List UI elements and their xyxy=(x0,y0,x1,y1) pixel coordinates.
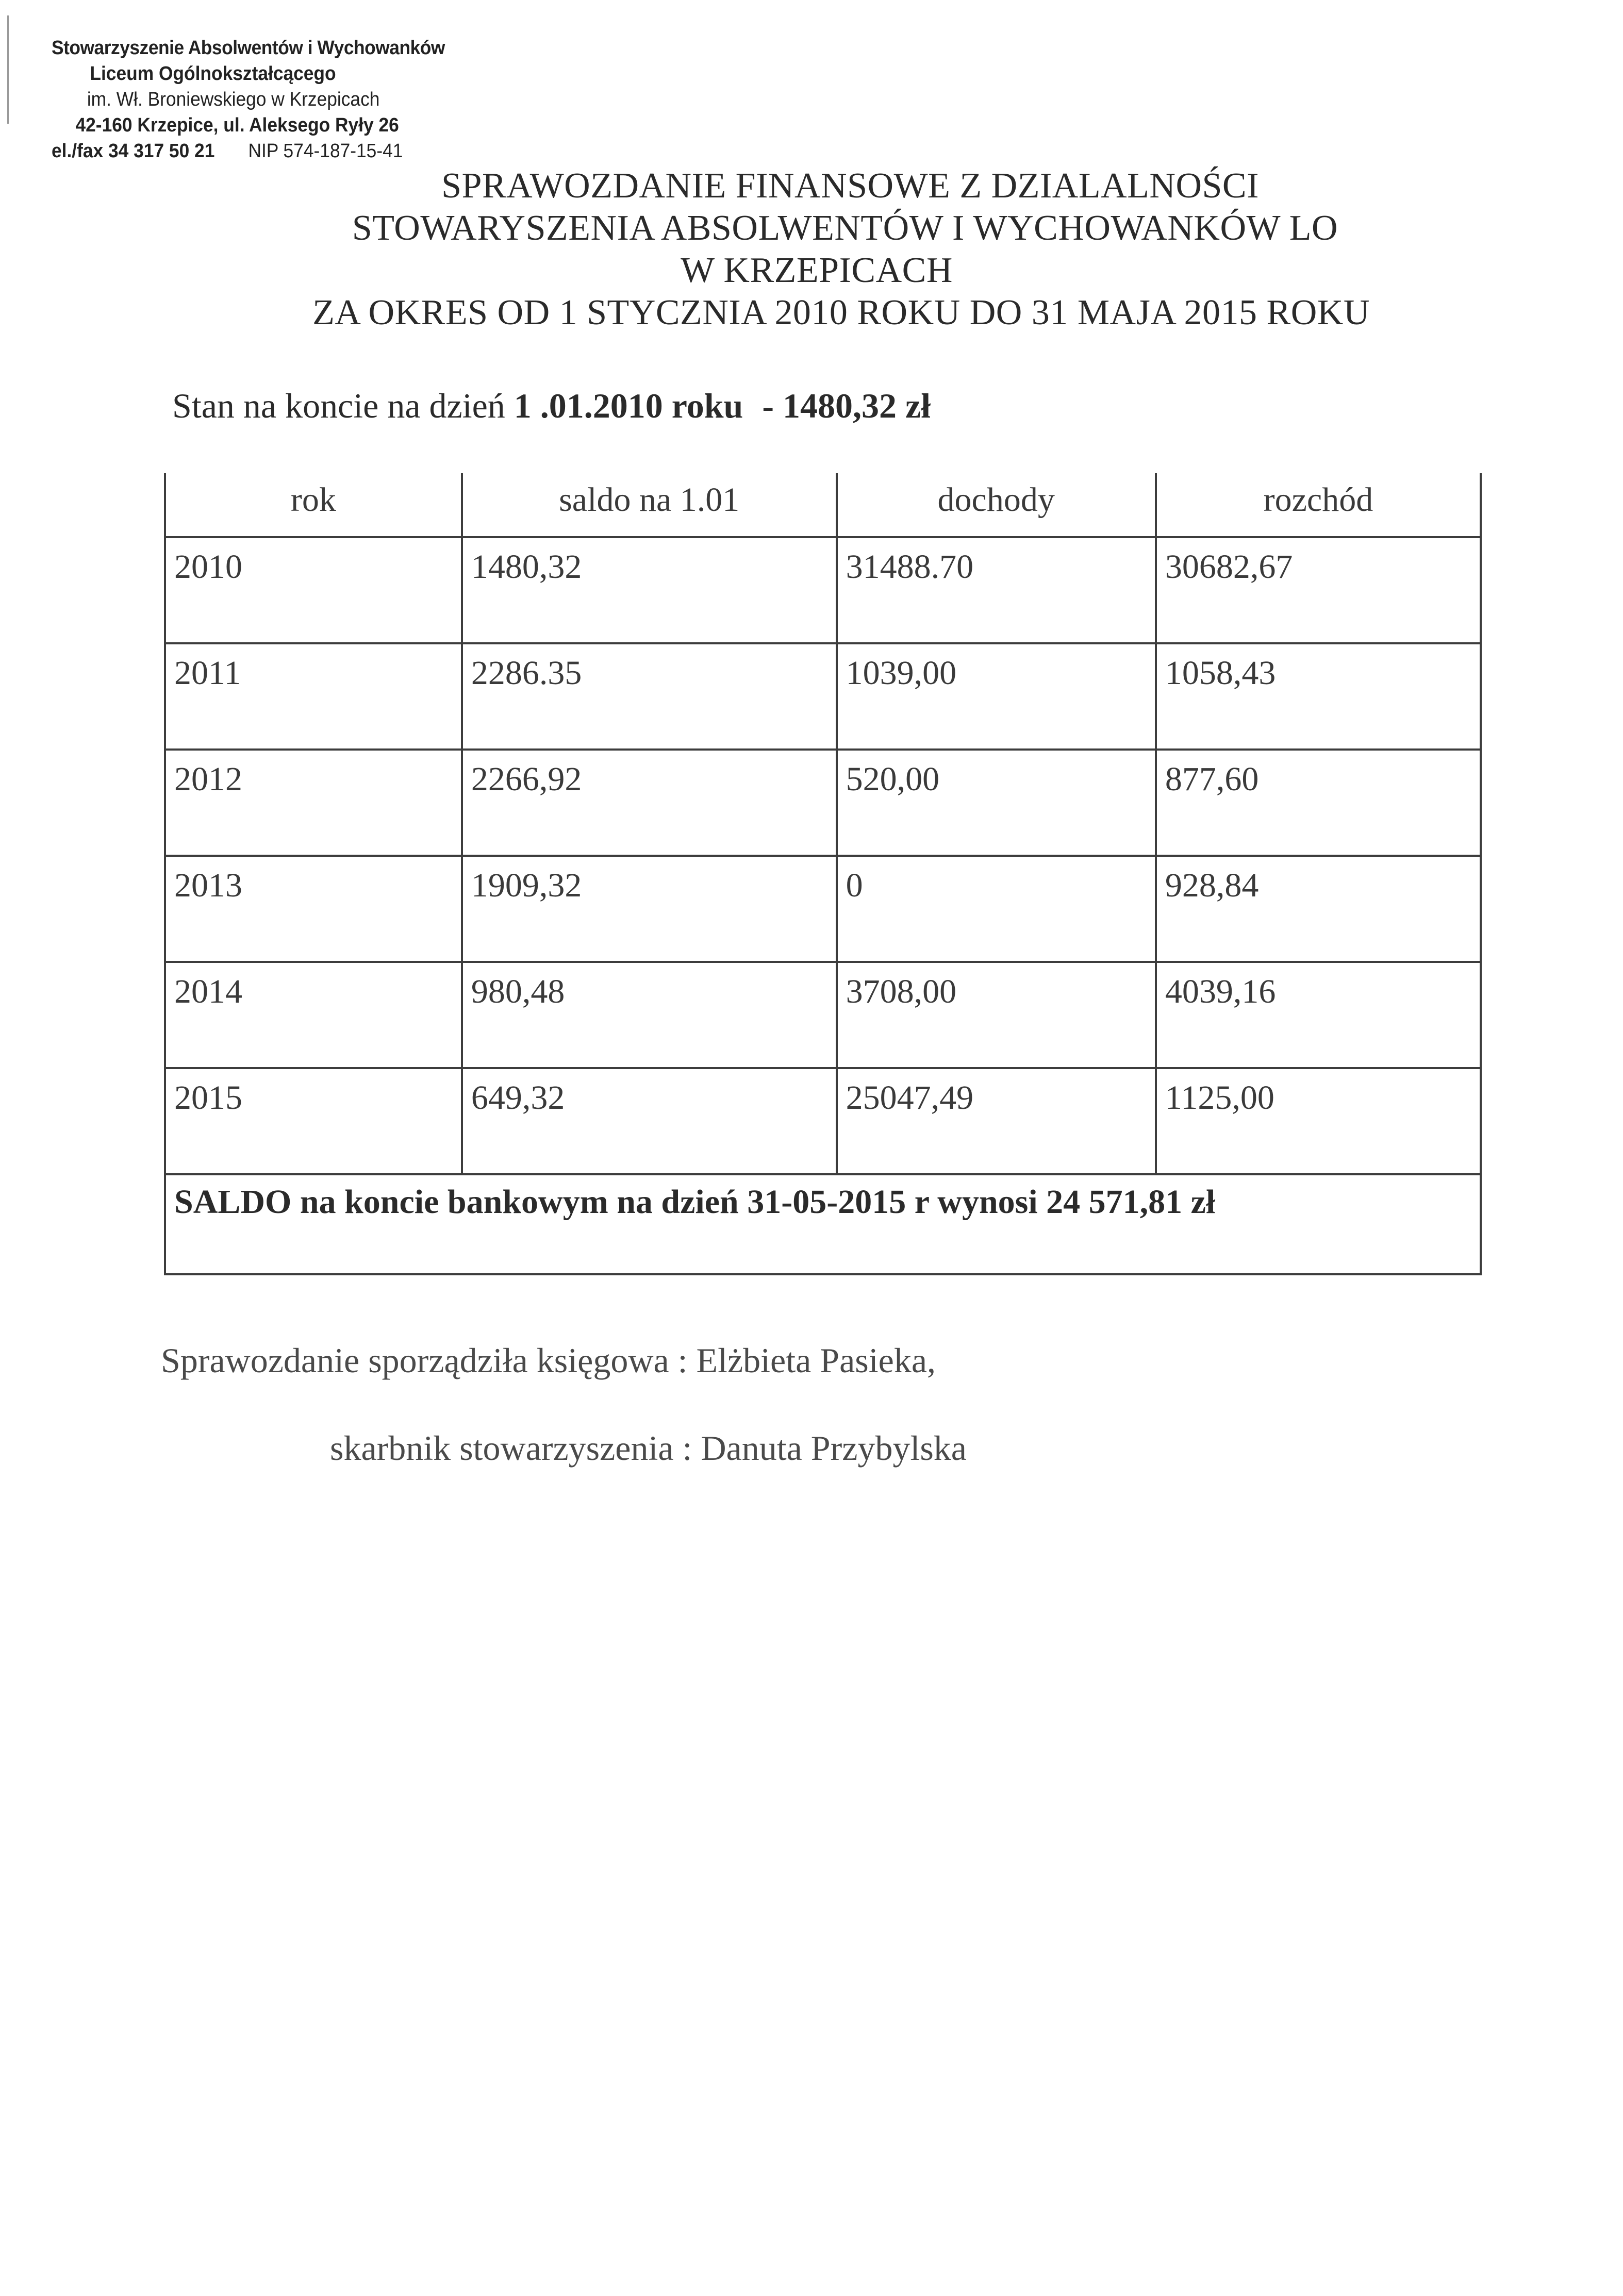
cell-income: 25047,49 xyxy=(837,1068,1156,1174)
cell-income: 3708,00 xyxy=(837,962,1156,1068)
cell-income: 31488.70 xyxy=(837,537,1156,643)
cell-year: 2015 xyxy=(165,1068,462,1174)
table-row xyxy=(165,962,1481,1068)
header-expenses: rozchód xyxy=(1156,473,1481,537)
opening-balance-date: 1 .01.2010 roku xyxy=(514,386,743,425)
stamp-line-contact xyxy=(52,138,445,164)
cell-income: 520,00 xyxy=(837,750,1156,856)
stamp-line-organization: Stowarzyszenie Absolwentów i Wychowanków xyxy=(52,37,445,59)
organization-stamp xyxy=(52,35,445,164)
cell-year: 2014 xyxy=(165,962,462,1068)
cell-expenses: 4039,16 xyxy=(1156,962,1481,1068)
summary-row xyxy=(165,1174,1481,1274)
header-opening-balance: saldo na 1.01 xyxy=(462,473,837,537)
cell-opening-balance: 649,32 xyxy=(462,1068,837,1174)
closing-balance-summary: SALDO na koncie bankowym na dzień 31-05-2015 r wynosi 24 571,81 zł xyxy=(165,1174,1481,1274)
cell-opening-balance: 1480,32 xyxy=(462,537,837,643)
table-row xyxy=(165,856,1481,962)
table-row xyxy=(165,1068,1481,1174)
opening-balance-label: Stan na koncie na dzień xyxy=(172,386,505,425)
financial-table xyxy=(164,473,1482,1275)
prepared-by-line: Sprawozdanie sporządziła księgowa : Elżbieta Pasieka, xyxy=(161,1341,936,1380)
cell-expenses: 1058,43 xyxy=(1156,643,1481,750)
cell-opening-balance: 2286.35 xyxy=(462,643,837,750)
title-line-1: SPRAWOZDANIE FINANSOWE Z DZIALALNOŚCI xyxy=(441,166,1259,206)
cell-opening-balance: 1909,32 xyxy=(462,856,837,962)
scan-edge-mark xyxy=(7,15,9,124)
table-header-row xyxy=(165,473,1481,537)
title-line-4: ZA OKRES OD 1 STYCZNIA 2010 ROKU DO 31 MAJA 2015 ROKU xyxy=(312,293,1370,332)
cell-year: 2013 xyxy=(165,856,462,962)
title-line-3: W KRZEPICACH xyxy=(681,251,953,290)
stamp-phone: el./fax 34 317 50 21 xyxy=(52,140,215,162)
header-income: dochody xyxy=(837,473,1156,537)
cell-expenses: 928,84 xyxy=(1156,856,1481,962)
header-year: rok xyxy=(165,473,462,537)
table-row xyxy=(165,537,1481,643)
stamp-line-address: 42-160 Krzepice, ul. Aleksego Ryły 26 xyxy=(75,114,399,136)
cell-year: 2011 xyxy=(165,643,462,750)
table-row xyxy=(165,750,1481,856)
cell-expenses: 1125,00 xyxy=(1156,1068,1481,1174)
cell-expenses: 30682,67 xyxy=(1156,537,1481,643)
treasurer-line: skarbnik stowarzyszenia : Danuta Przybylska xyxy=(330,1428,967,1468)
title-line-2: STOWARYSZENIA ABSOLWENTÓW I WYCHOWANKÓW LO xyxy=(352,208,1338,248)
cell-opening-balance: 2266,92 xyxy=(462,750,837,856)
stamp-line-patron: im. Wł. Broniewskiego w Krzepicach xyxy=(87,89,380,110)
cell-expenses: 877,60 xyxy=(1156,750,1481,856)
opening-balance-amount: - 1480,32 zł xyxy=(762,386,931,425)
cell-income: 1039,00 xyxy=(837,643,1156,750)
opening-balance xyxy=(172,386,931,426)
document-title xyxy=(0,165,1623,334)
cell-year: 2012 xyxy=(165,750,462,856)
table-row xyxy=(165,643,1481,750)
cell-opening-balance: 980,48 xyxy=(462,962,837,1068)
cell-year: 2010 xyxy=(165,537,462,643)
stamp-nip: NIP 574-187-15-41 xyxy=(248,140,403,162)
stamp-line-school: Liceum Ogólnokształcącego xyxy=(90,63,336,85)
cell-income: 0 xyxy=(837,856,1156,962)
